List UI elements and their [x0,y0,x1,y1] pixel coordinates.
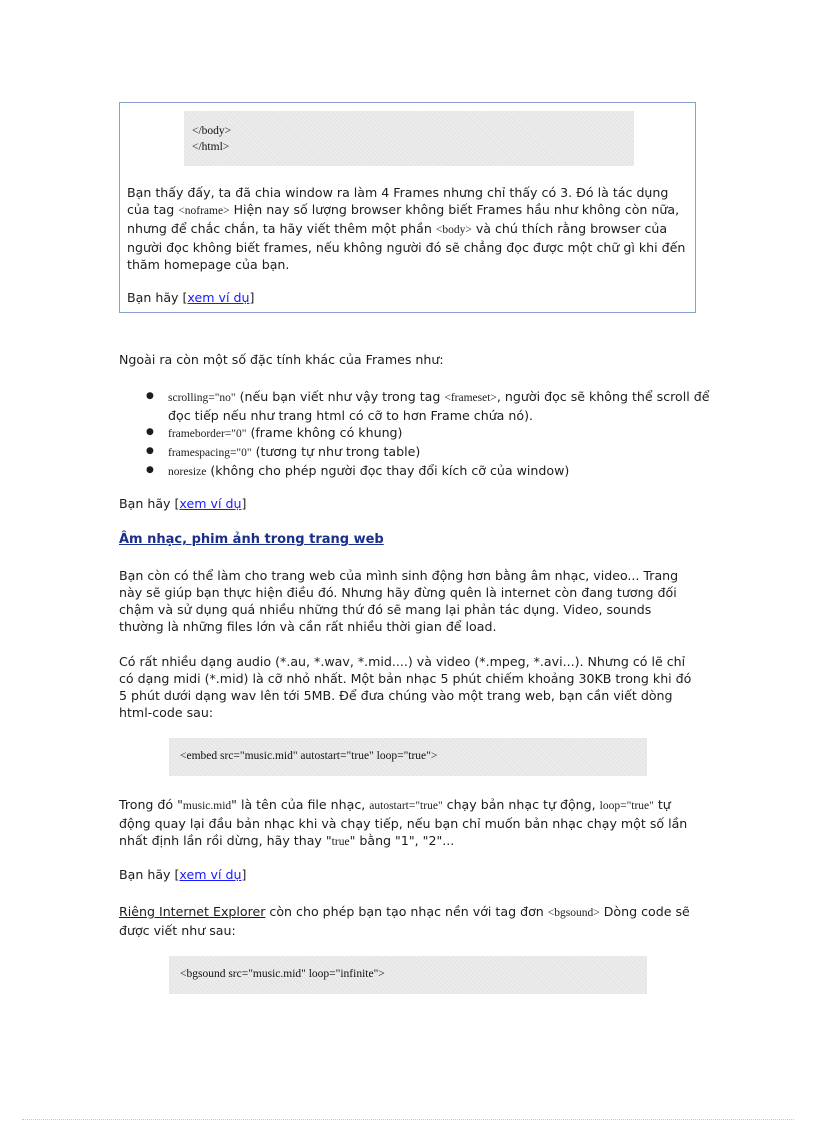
inline-code: <body> [435,224,472,236]
text: (tương tự như trong table) [251,444,421,459]
code-block-embed: <embed src="music.mid" autostart="true" loop="true"> [169,738,647,776]
list-item [146,443,728,462]
text: Trong đó " [119,797,183,812]
see-example-line [119,495,246,512]
text: Dòng code sẽ được viết như sau: [119,904,690,938]
inline-code: noresize [168,466,207,478]
text: , người đọc sẽ không thể scroll để đọc tiếp nếu như trang html có cỡ to hơn Frame chứa nó). [168,389,710,423]
text: (nếu bạn viết như vậy trong tag [235,389,445,404]
list-item [146,388,728,424]
see-example-line [119,866,246,883]
text: ] [241,496,247,511]
see-example-link[interactable]: xem ví dụ [179,867,242,882]
code-block-bgsound: <bgsound src="music.mid" loop="infinite"> [169,956,647,994]
underlined-text: Riêng Internet Explorer [119,904,266,919]
text: Bạn thấy đấy, ta đã chia window ra làm 4 Frames nhưng chỉ thấy có 3. Đó là tác dụng của tag [127,185,669,217]
embed-explanation-paragraph [119,796,694,851]
code-line: </html> [192,141,230,153]
text: tự động quay lại đầu bản nhạc khi và chạy tiếp, nếu bạn chỉ muốn bản nhạc chạy một số lần nhất định lần rồi dừng, hãy thay " [119,797,688,848]
inline-code: autostart="true" [369,800,443,812]
frame-example-box [119,102,696,313]
text: ] [249,290,255,305]
list-item [146,424,728,443]
noframe-paragraph [127,184,687,273]
section-heading: Âm nhạc, phim ảnh trong trang web [119,532,384,547]
text: ] [241,867,247,882]
inline-code: <bgsound> [547,907,600,919]
multimedia-paragraph: Bạn còn có thể làm cho trang web của mình sinh động hơn bằng âm nhạc, video... Trang này sẽ giúp bạn thực hiện điều đó. Nhưng hãy đừng quên là internet còn đang tương đối chậm và sử dụng quá nhiều những thứ đó sẽ mang lại phản tác dụng. Video, sounds thường là những files lớn và cần rất nhiều thời gian để load. [119,568,679,634]
text: Hiện nay số lượng browser không biết Frames hầu như không còn nữa, nhưng để chắc chắn, ta hãy viết thêm một phần [127,202,680,236]
inline-code: framespacing="0" [168,447,252,459]
bgsound-paragraph [119,903,694,939]
inline-code: frameborder="0" [168,428,247,440]
code-line: </body> [192,125,232,137]
inline-code: loop="true" [599,800,654,812]
code-block-closing-tags [184,111,634,166]
text: Bạn hãy [ [127,290,188,305]
inline-code: <frameset> [444,392,497,404]
text: " bằng "1", "2"... [349,833,455,848]
text: và chú thích rằng browser của người đọc không biết frames, nếu không người đó sẽ chẳng đọc được một chữ gì khi đến thăm homepage của bạn. [127,221,686,272]
bullet-icon: ● [146,446,154,456]
inline-code: <noframe> [178,205,230,217]
text: Bạn hãy [ [119,867,180,882]
inline-code: music.mid [182,800,232,812]
see-example-line [127,289,254,306]
frame-features-list [119,388,728,481]
text: Bạn hãy [ [119,496,180,511]
text: còn cho phép bạn tạo nhạc nền với tag đơn [265,904,548,919]
bullet-icon: ● [146,391,154,401]
text: " là tên của file nhạc, [231,797,370,812]
formats-paragraph: Có rất nhiều dạng audio (*.au, *.wav, *.mid....) và video (*.mpeg, *.avi...). Nhưng có lẽ chỉ có dạng midi (*.mid) là cỡ nhỏ nhất. Một bản nhạc 5 phút chiếm khoảng 30KB trong khi đó 5 phút dưới dạng wav lên tới 5MB. Để đưa chúng vào một trang web, bạn cần viết dòng html-code sau: [119,654,692,720]
see-example-link[interactable]: xem ví dụ [179,496,242,511]
text: (frame không có khung) [246,425,403,440]
text: (không cho phép người đọc thay đổi kích cỡ của window) [206,463,570,478]
features-intro: Ngoài ra còn một số đặc tính khác của Frames như: [119,352,444,367]
inline-code: true [331,836,350,848]
page-bottom-divider [22,1119,794,1120]
inline-code: scrolling="no" [168,392,236,404]
bullet-icon: ● [146,465,154,475]
see-example-link[interactable]: xem ví dụ [187,290,250,305]
list-item [146,462,728,481]
bullet-icon: ● [146,427,154,437]
text: chạy bản nhạc tự động, [442,797,600,812]
